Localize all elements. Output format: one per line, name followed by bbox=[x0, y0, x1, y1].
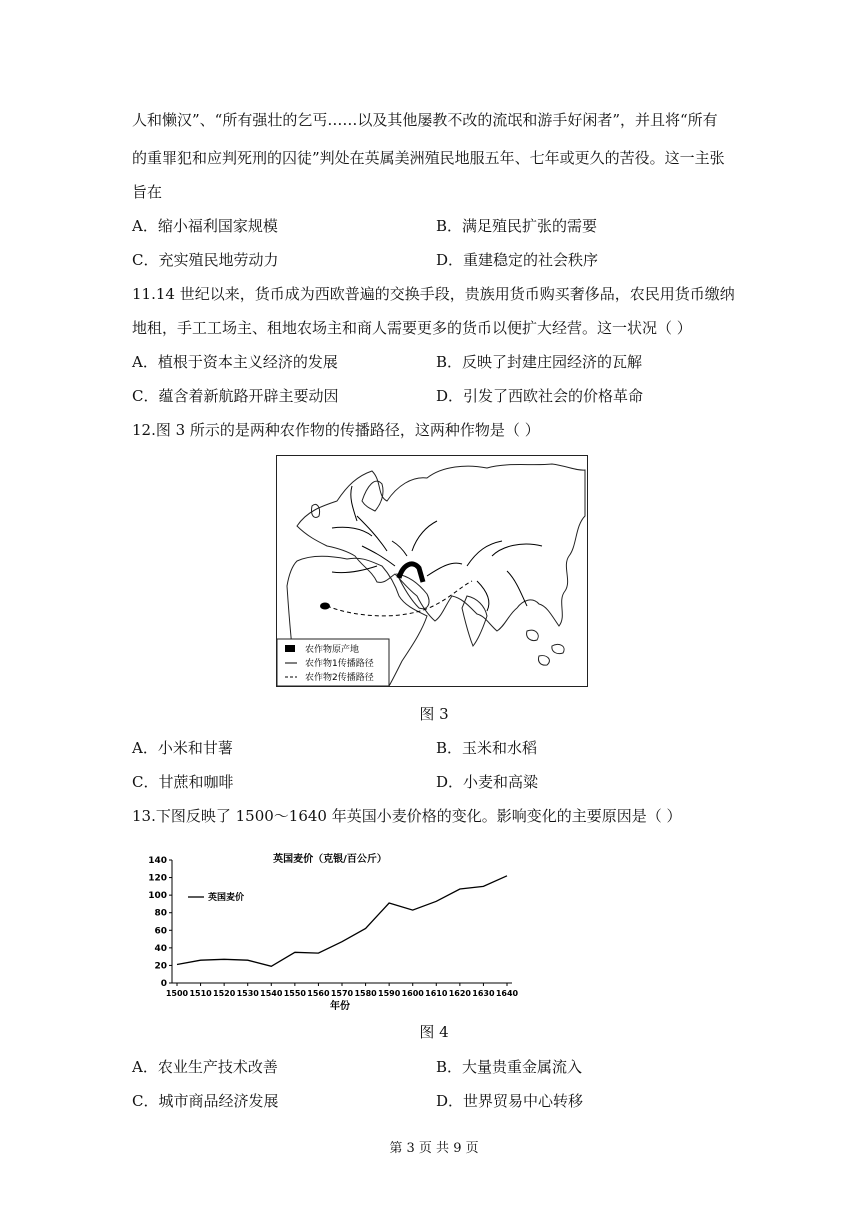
series-line-wheat-price bbox=[177, 876, 507, 967]
y-tick-label: 40 bbox=[154, 943, 167, 954]
q10-text-line-1: 人和懒汉”、“所有强壮的乞丐……以及其他屡教不改的流氓和游手好闲者”，并且将“所有 bbox=[132, 111, 718, 129]
q10-option-b: B．满足殖民扩张的需要 bbox=[436, 217, 598, 235]
map-svg bbox=[277, 456, 587, 686]
q12-option-b: B．玉米和水稻 bbox=[436, 739, 538, 757]
x-tick-label: 1600 bbox=[401, 989, 424, 998]
x-tick-label: 1520 bbox=[213, 989, 236, 998]
q12-option-a: A．小米和甘薯 bbox=[132, 739, 233, 757]
legend-crop1-label: 农作物1传播路径 bbox=[305, 659, 374, 669]
x-tick-label: 1620 bbox=[448, 989, 471, 998]
y-tick-label: 140 bbox=[148, 856, 167, 866]
x-tick-label: 1630 bbox=[472, 989, 495, 998]
x-axis-label: 年份 bbox=[330, 1001, 350, 1012]
q11-option-c: C．蕴含着新航路开辟主要动因 bbox=[132, 387, 339, 405]
q11-option-a: A．植根于资本主义经济的发展 bbox=[132, 353, 338, 371]
crop-origin-west-africa bbox=[320, 603, 330, 610]
q10-option-d: D．重建稳定的社会秩序 bbox=[436, 251, 599, 269]
y-tick-label: 80 bbox=[154, 908, 167, 919]
wheat-price-chart-svg bbox=[140, 848, 520, 1013]
y-tick-label: 120 bbox=[148, 873, 167, 884]
crop-spread-map bbox=[276, 455, 588, 687]
legend-crop2-label: 农作物2传播路径 bbox=[305, 673, 374, 683]
y-tick-label: 20 bbox=[154, 961, 167, 972]
x-tick-label: 1590 bbox=[378, 989, 401, 998]
q11-text-line-2: 地租，手工工场主、租地农场主和商人需要更多的货币以便扩大经营。这一状况（ ） bbox=[132, 319, 692, 337]
figure-3-caption: 图 3 bbox=[419, 705, 449, 723]
coastline-scandinavia bbox=[362, 481, 383, 511]
x-tick-label: 1610 bbox=[425, 989, 448, 998]
q13-option-b: B．大量贵重金属流入 bbox=[436, 1058, 583, 1076]
q12-option-c: C．甘蔗和咖啡 bbox=[132, 773, 234, 791]
q13-option-c: C．城市商品经济发展 bbox=[132, 1092, 279, 1110]
coastline-islands bbox=[527, 630, 564, 665]
x-tick-label: 1640 bbox=[495, 989, 519, 998]
x-tick-label: 1560 bbox=[307, 989, 330, 998]
q13-option-d: D．世界贸易中心转移 bbox=[436, 1092, 584, 1110]
x-tick-label: 1540 bbox=[260, 989, 283, 998]
q13-option-a: A．农业生产技术改善 bbox=[132, 1058, 278, 1076]
x-tick-label: 1510 bbox=[189, 989, 212, 998]
q13-text-line-1: 13.下图反映了 1500～1640 年英国小麦价格的变化。影响变化的主要原因是（ ） bbox=[132, 807, 682, 825]
page-footer: 第 3 页 共 9 页 bbox=[389, 1141, 479, 1156]
legend-label: 英国麦价 bbox=[208, 893, 245, 903]
x-tick-label: 1550 bbox=[283, 989, 306, 998]
y-tick-label: 0 bbox=[160, 979, 167, 989]
x-tick-label: 1580 bbox=[354, 989, 377, 998]
y-tick-label: 60 bbox=[154, 926, 167, 937]
q12-text-line-1: 12.图 3 所示的是两种农作物的传播路径，这两种作物是（ ） bbox=[132, 421, 540, 439]
figure-4-caption: 图 4 bbox=[419, 1023, 449, 1041]
legend-origin-label: 农作物原产地 bbox=[305, 645, 360, 655]
q11-option-d: D．引发了西欧社会的价格革命 bbox=[436, 387, 644, 405]
q10-text-line-3: 旨在 bbox=[132, 183, 163, 201]
wheat-price-chart bbox=[140, 848, 520, 1013]
legend-origin-swatch bbox=[285, 645, 295, 652]
chart-title: 英国麦价（克银/百公斤） bbox=[273, 854, 387, 865]
crop1-routes bbox=[332, 486, 542, 611]
q10-option-c: C．充实殖民地劳动力 bbox=[132, 251, 279, 269]
x-tick-label: 1530 bbox=[236, 989, 259, 998]
q10-text-line-2: 的重罪犯和应判死刑的囚徒”判处在英属美洲殖民地服五年、七年或更久的苦役。这一主张 bbox=[132, 149, 725, 167]
q10-option-a: A．缩小福利国家规模 bbox=[132, 217, 278, 235]
q12-option-d: D．小麦和高粱 bbox=[436, 773, 539, 791]
y-tick-label: 100 bbox=[148, 891, 167, 902]
q11-text-line-1: 11.14 世纪以来，货币成为西欧普遍的交换手段，贵族用货币购买奢侈品，农民用货币缴纳 bbox=[132, 285, 735, 303]
x-tick-label: 1500 bbox=[165, 989, 189, 998]
q11-option-b: B．反映了封建庄园经济的瓦解 bbox=[436, 353, 643, 371]
coastline-eurasia bbox=[297, 464, 585, 631]
x-tick-label: 1570 bbox=[330, 989, 354, 998]
